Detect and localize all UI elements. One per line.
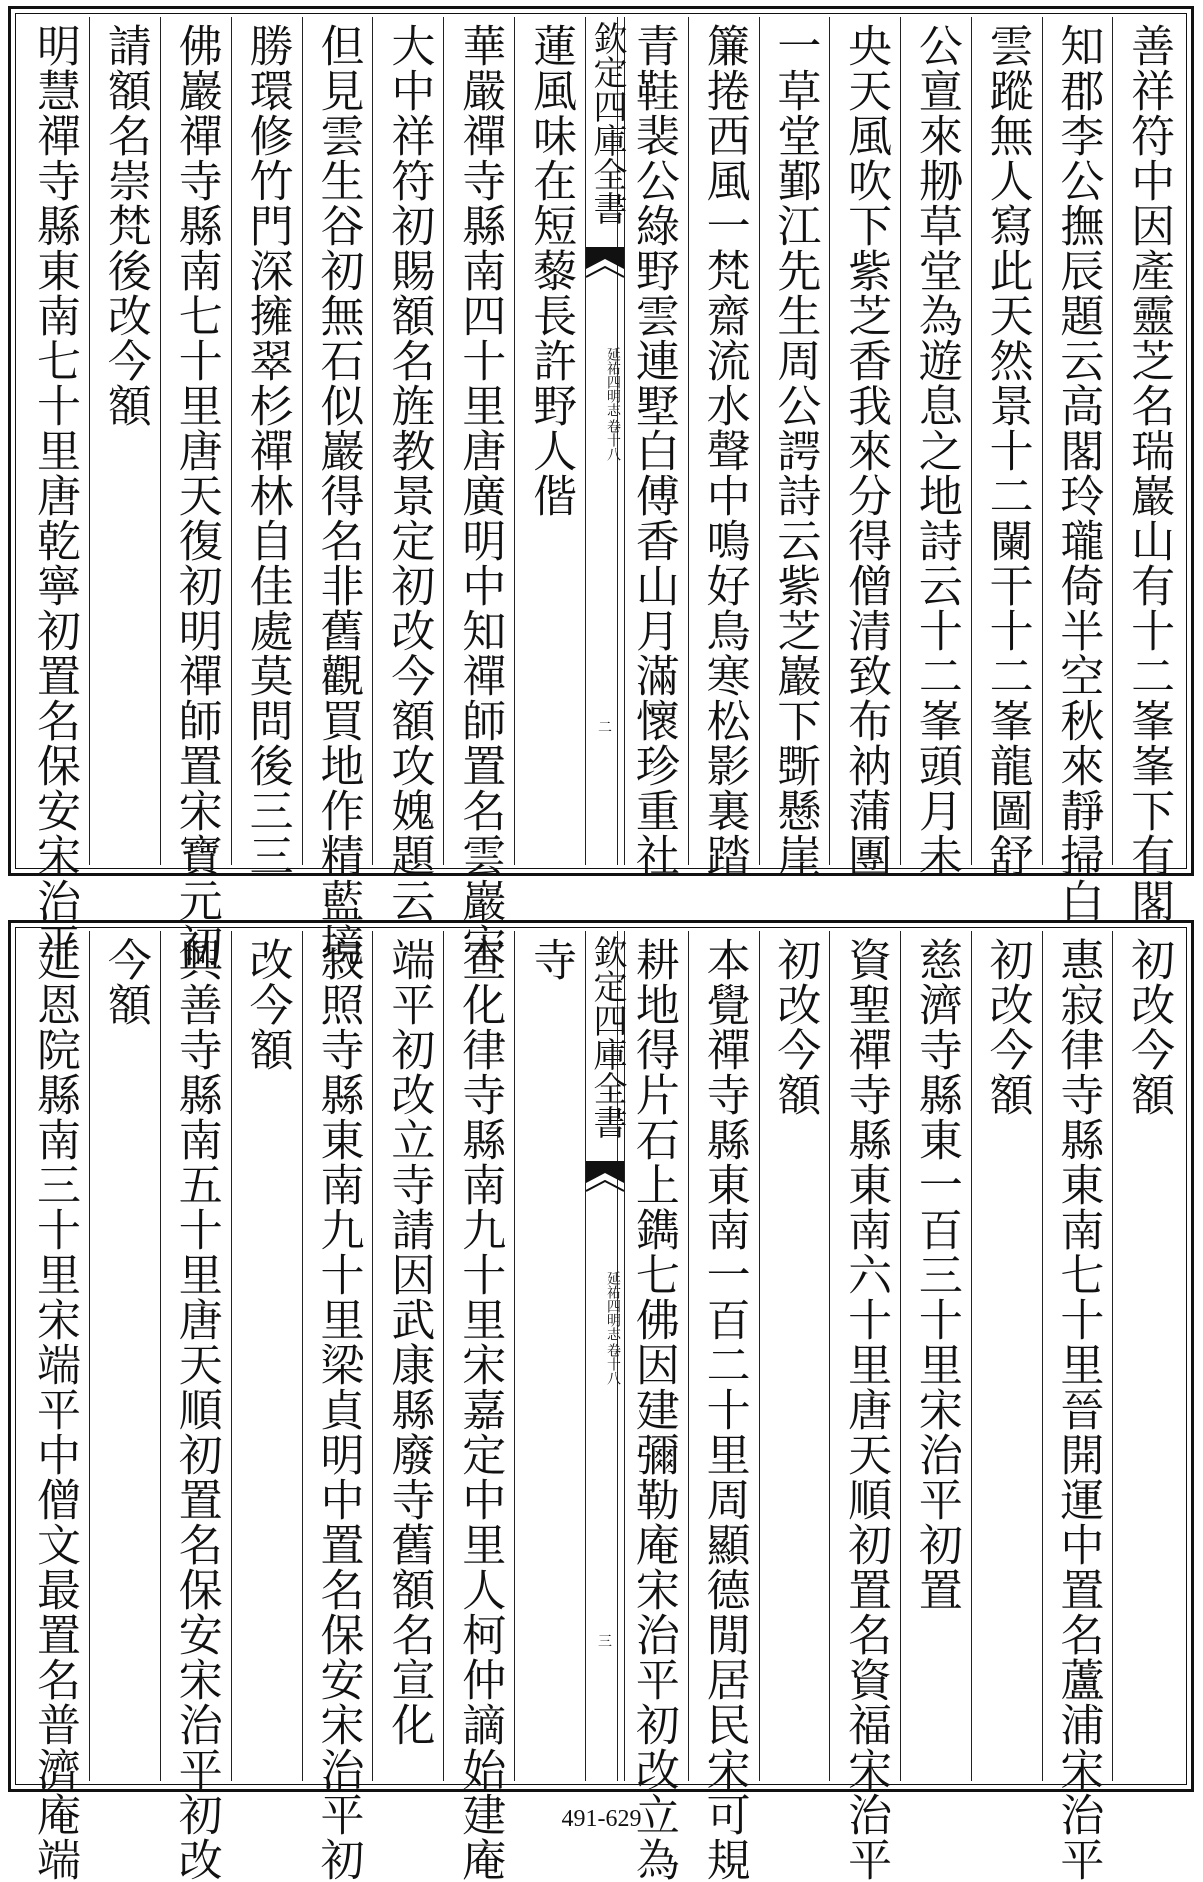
text-column	[231, 931, 302, 1781]
book-name: 延祐四明志	[605, 1271, 621, 1341]
column-text: 知郡李公撫辰題云高閣玲瓏倚半空秋來靜掃白	[1052, 23, 1104, 923]
text-column	[829, 17, 900, 878]
column-text: 興善寺縣南五十里唐天順初置名保安宋治平初改	[170, 937, 222, 1882]
text-column	[514, 17, 585, 865]
leaf-number: 二	[598, 720, 612, 736]
column-text: 本覺禪寺縣東南一百二十里周顯德閒居民宋可規	[698, 937, 750, 1882]
text-column	[302, 931, 373, 1882]
top-right-half	[617, 17, 1183, 923]
text-column	[19, 931, 89, 1882]
column-text: 資聖禪寺縣東南六十里唐天順初置名資福宋治平	[840, 937, 892, 1882]
column-text: 央天風吹下紫芝香我來分得僧清致布衲蒲團	[840, 23, 892, 878]
column-text: 公亶來刱草堂為遊息之地詩云十二峯頭月未	[910, 23, 962, 878]
text-column	[759, 931, 830, 1781]
column-text: 宣化律寺縣南九十里宋嘉定中里人柯仲謫始建庵	[454, 937, 506, 1882]
text-column	[302, 17, 373, 968]
column-text: 華嚴禪寺縣南四十里唐廣明中知禪師置名雲巖宋	[454, 23, 506, 968]
bottom-left-half	[19, 931, 585, 1882]
text-column	[1042, 17, 1113, 923]
text-column	[617, 931, 688, 1882]
column-text: 勝環修竹門深擁翠杉禪林自佳處莫問後三三	[241, 23, 293, 878]
text-column	[19, 17, 89, 968]
text-column	[372, 17, 443, 923]
column-text: 雲蹤無人寫此天然景十二闌干十二峯龍圖舒	[981, 23, 1033, 878]
text-column	[443, 17, 514, 968]
column-text: 耕地得片石上鐫七佛因建彌勒庵宋治平初改立為	[627, 937, 679, 1882]
column-text: 蓮風味在短藜長許野人偕	[525, 23, 577, 518]
text-column	[829, 931, 900, 1882]
text-column	[617, 17, 688, 878]
fishtail-mark	[586, 247, 624, 297]
column-text: 初改今額	[769, 937, 821, 1117]
top-page-frame	[8, 6, 1194, 968]
text-column	[89, 17, 160, 865]
text-column	[971, 17, 1042, 878]
text-column	[1112, 931, 1183, 1781]
column-text: 寂照寺縣東南九十里梁貞明中置名保安宋治平初	[312, 937, 364, 1882]
top-center-margin	[585, 17, 625, 865]
chapter-label: 卷十八	[605, 1343, 621, 1385]
column-text: 一草堂鄞江先生周公諤詩云紫芝巖下斲懸崖	[769, 23, 821, 878]
text-column	[514, 931, 585, 1781]
column-text: 大中祥符初賜額名旌教景定初改今額攻媿題云	[383, 23, 435, 923]
column-text: 寺	[525, 937, 577, 982]
text-column	[759, 17, 830, 878]
bottom-center-margin	[585, 931, 625, 1781]
book-name: 延祐四明志	[605, 347, 621, 417]
column-text: 端平初改立寺請因武康縣廢寺舊額名宣化	[383, 937, 435, 1747]
column-text: 改今額	[241, 937, 293, 1072]
text-column	[900, 931, 971, 1781]
text-column	[89, 931, 160, 1781]
text-column	[688, 17, 759, 878]
column-text: 惠寂律寺縣東南七十里晉開運中置名蘆浦宋治平	[1052, 937, 1104, 1882]
column-text: 今額	[99, 937, 151, 1027]
column-text: 延恩院縣南三十里宋端平中僧文最置名普濟庵端	[28, 937, 80, 1882]
leaf-number: 三	[598, 1634, 612, 1650]
book-title: 欽定四庫全書	[587, 21, 627, 225]
text-column	[1042, 931, 1113, 1882]
fishtail-mark	[586, 1161, 624, 1211]
chapter-label: 卷十八	[605, 419, 621, 461]
volume-label	[605, 1271, 620, 1385]
column-text: 佛巖禪寺縣南七十里唐天復初明禪師置宋寶元初	[170, 23, 222, 968]
text-column	[1112, 17, 1183, 923]
bottom-right-half	[617, 931, 1183, 1882]
column-text: 明慧禪寺縣東南七十里唐乾寧初置名保安宋治平	[28, 23, 80, 968]
text-column	[160, 931, 231, 1882]
column-text: 初改今額	[981, 937, 1033, 1117]
text-column	[443, 931, 514, 1882]
column-text: 請額名崇梵後改今額	[99, 23, 151, 428]
text-column	[160, 17, 231, 968]
text-column	[900, 17, 971, 878]
text-column	[372, 931, 443, 1781]
column-text: 但見雲生谷初無石似巖得名非舊觀買地作精藍境	[312, 23, 364, 968]
scan-page-number: 491-629	[561, 1806, 642, 1832]
volume-label	[605, 347, 620, 461]
text-column	[231, 17, 302, 878]
text-column	[971, 931, 1042, 1781]
column-text: 青鞋裴公綠野雲連墅白傅香山月滿懷珍重社	[627, 23, 679, 878]
column-text: 初改今額	[1123, 937, 1175, 1117]
column-text: 善祥符中因產靈芝名瑞巖山有十二峯峯下有閣	[1123, 23, 1175, 923]
text-column	[688, 931, 759, 1882]
column-text: 簾捲西風一梵齋流水聲中鳴好鳥寒松影裏踏	[698, 23, 750, 878]
column-text: 慈濟寺縣東一百三十里宋治平初置	[910, 937, 962, 1612]
top-left-half	[19, 17, 585, 968]
book-title: 欽定四庫全書	[587, 935, 627, 1139]
